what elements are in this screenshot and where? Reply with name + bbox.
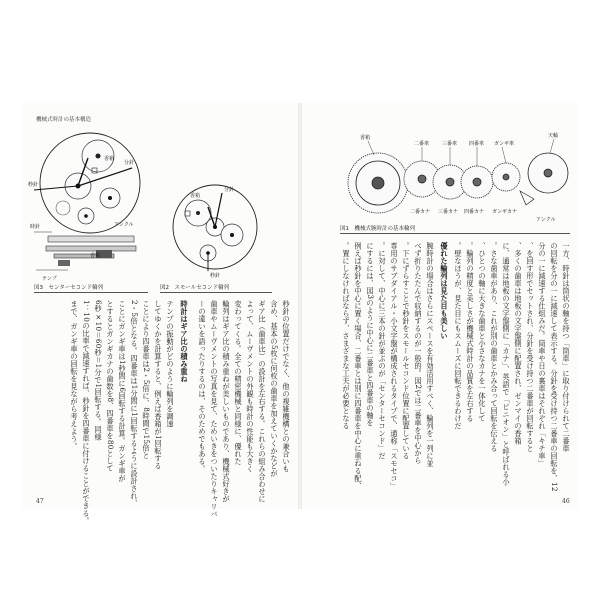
fig3-label-second: 秒針	[28, 182, 39, 188]
fig3-label-hour: 時針	[30, 224, 41, 230]
left-col: テンプの振動がどのように輪列を調速	[166, 300, 175, 428]
fig1-label-third-pinion: 三番カナ	[438, 209, 459, 215]
fig1-label-fourth-wheel: 四番車	[469, 141, 485, 147]
figure-3-caption: 図3 センターセコンド輪列	[34, 285, 104, 291]
figure-3-caption-rule	[34, 292, 148, 293]
fig3-label-ankle: アンクル	[114, 222, 134, 228]
figure-1-caption: 図1 機械式腕時計の基本輪列	[340, 226, 416, 232]
right-col: べず折りたたんで収納するのが一般的。図2では二番車を中心から	[414, 242, 423, 465]
right-col: 、例えば秒針を中心に置く場合、二番車とは別に四番車を中心に重ねる配	[354, 242, 363, 490]
figure-2-caption-rule	[160, 292, 272, 293]
figure-1-caption-rule	[340, 233, 570, 234]
fig1-label-ankle: アンクル	[536, 217, 556, 223]
left-col: 変わってくる。全ての精密機械と同様に、優れた	[234, 300, 243, 465]
fig3-label-balance: テンプ	[42, 276, 57, 282]
page-number-left: 47	[36, 498, 44, 505]
right-col: ひとつの軸に大きな歯車と小さなカナを一体化して、	[478, 242, 487, 422]
fig1-label-barrel: 香箱	[360, 135, 371, 141]
page-number-right: 46	[562, 498, 570, 505]
figure-1-basic-gear-train	[338, 125, 576, 225]
left-col: よって、ムーヴメントの外観も時計の性能も大きく	[246, 300, 255, 473]
left-col: 1：10の比率で減速すれば、秒針を四番車に付けることができる。	[82, 300, 91, 525]
left-col: まで、ガンギ車の回転を見ながら考えよう。	[70, 300, 79, 450]
left-col: 輪列はギア比の積み重ねが美しいものであり、機械式好きが	[222, 300, 231, 503]
right-col: に、通常は地板の文字盤側に「カナ」、英語で「ピニオン」と呼ばれる小	[502, 242, 511, 486]
left-section-heading: 時計はギア比の積み重ね	[180, 300, 189, 383]
fig1-label-second-wheel: 二番車	[414, 141, 430, 147]
fig3-label-movement: 香箱	[90, 253, 101, 259]
fig1-label-escape-pinion: ガンギカナ	[492, 209, 518, 215]
left-col: ーの違いを語ったりするのは、そのためでもある。	[198, 300, 207, 473]
right-col: に対して、中心に三本の針が並ぶのが「センターセコンド」だ。	[378, 242, 387, 460]
right-col: を回す形でセットされ、分針を受け持つ二番車が回転すると、	[526, 242, 535, 452]
left-col: 6秒×10＝60秒＝1分で1回転する。同様	[94, 300, 103, 441]
right-col: 壁なほうが、見た目にもスムーズに回転できるわけだ。	[454, 242, 463, 430]
fig2-label-second: 秒針	[210, 273, 221, 279]
left-col: 2・5倍となる。四番車は1分間に1回転するように設計され、	[130, 300, 139, 507]
right-col: の回転を分の一に減速して表示する。分針を受け持つ二番車の回転を、12	[550, 242, 559, 492]
left-col: 含め、基本の5枚に何枚の歯車を加えていくかなどが	[270, 300, 279, 478]
book-gutter	[298, 103, 302, 509]
fig2-label-barrel: 香箱	[190, 193, 201, 199]
right-page-text	[336, 242, 572, 498]
fig1-label-second-pinion: 二番カナ	[410, 209, 431, 215]
right-col: 一方、時針は筒状の軸を持つ「筒車」に取り付けられて二番車	[562, 242, 571, 452]
right-col: 分の一に減速する仕組みだ。筒車や日の裏車はそれぞれ「キチ車」	[538, 242, 547, 467]
fig1-label-third-wheel: 三番車	[442, 141, 458, 147]
right-col: 専用のサブダイアル・小文字盤が構成されるタイプで、通称「スモセコ」	[390, 242, 399, 490]
right-col: 腕時計の場合はさらにスペースを有効活用すべく、輪列を一列に並	[426, 242, 435, 467]
fig3-label-minute: 分針	[124, 160, 135, 166]
right-col: 多くの歯車は地板の文字盤側に配置され、ゼンマイの香箱、	[514, 242, 523, 445]
right-col: 置にしなければならず、さまざまな工夫が必要となる。	[342, 242, 351, 430]
left-col: 秒針の位置だけでなく、他の複雑機構との兼合いも	[282, 300, 291, 473]
fig1-label-balance: 天輪	[548, 133, 559, 139]
running-header: 機械式時計の基本構造	[36, 117, 92, 123]
fig3-label-barrel: 香箱	[104, 156, 115, 162]
fig1-label-escape-wheel: ガンギ車	[494, 141, 515, 147]
left-col: ギア比（歯車比）の設計を左右する。これらの組み合わせに	[258, 300, 267, 503]
left-col: ことにより四番車は2・5倍に、8時間で15倍と	[142, 300, 151, 460]
left-col: してゆくかを計算すると、例えば香箱が1回転する	[154, 300, 163, 470]
right-col: さな歯車があり、これが別の歯車とかみ合って回転を伝える。	[490, 242, 499, 452]
right-section-heading: 優れた輪列は見た目も美しい	[440, 242, 449, 340]
figure-2-small-second-train	[160, 175, 270, 285]
left-col: 歯車やムーヴメントの写真を見て、ためいきをついたりキャリバ	[210, 300, 219, 518]
right-col: 下にずらすことで秒針をスモールセコンド位置に配置している。	[402, 242, 411, 460]
left-col: ことにガンギ車は1秒間に6回転する計算。ガンギ車が	[118, 300, 127, 483]
fig1-label-fourth-pinion: 四番カナ	[464, 209, 485, 215]
fig2-label-minute: 分針	[224, 187, 235, 193]
left-col: とするとガンギカナの歯数を8、四番車を80として	[106, 300, 115, 473]
figure-2-caption: 図2 スモールセコンド輪列	[160, 285, 230, 291]
figure-3-center-second-train	[28, 128, 148, 288]
right-col: 輪列の精度と美しさが機械式時計の品質を左右する。	[466, 242, 475, 422]
right-col: にするには、図3のように中心に二番車と四番車の軸を	[366, 242, 375, 427]
